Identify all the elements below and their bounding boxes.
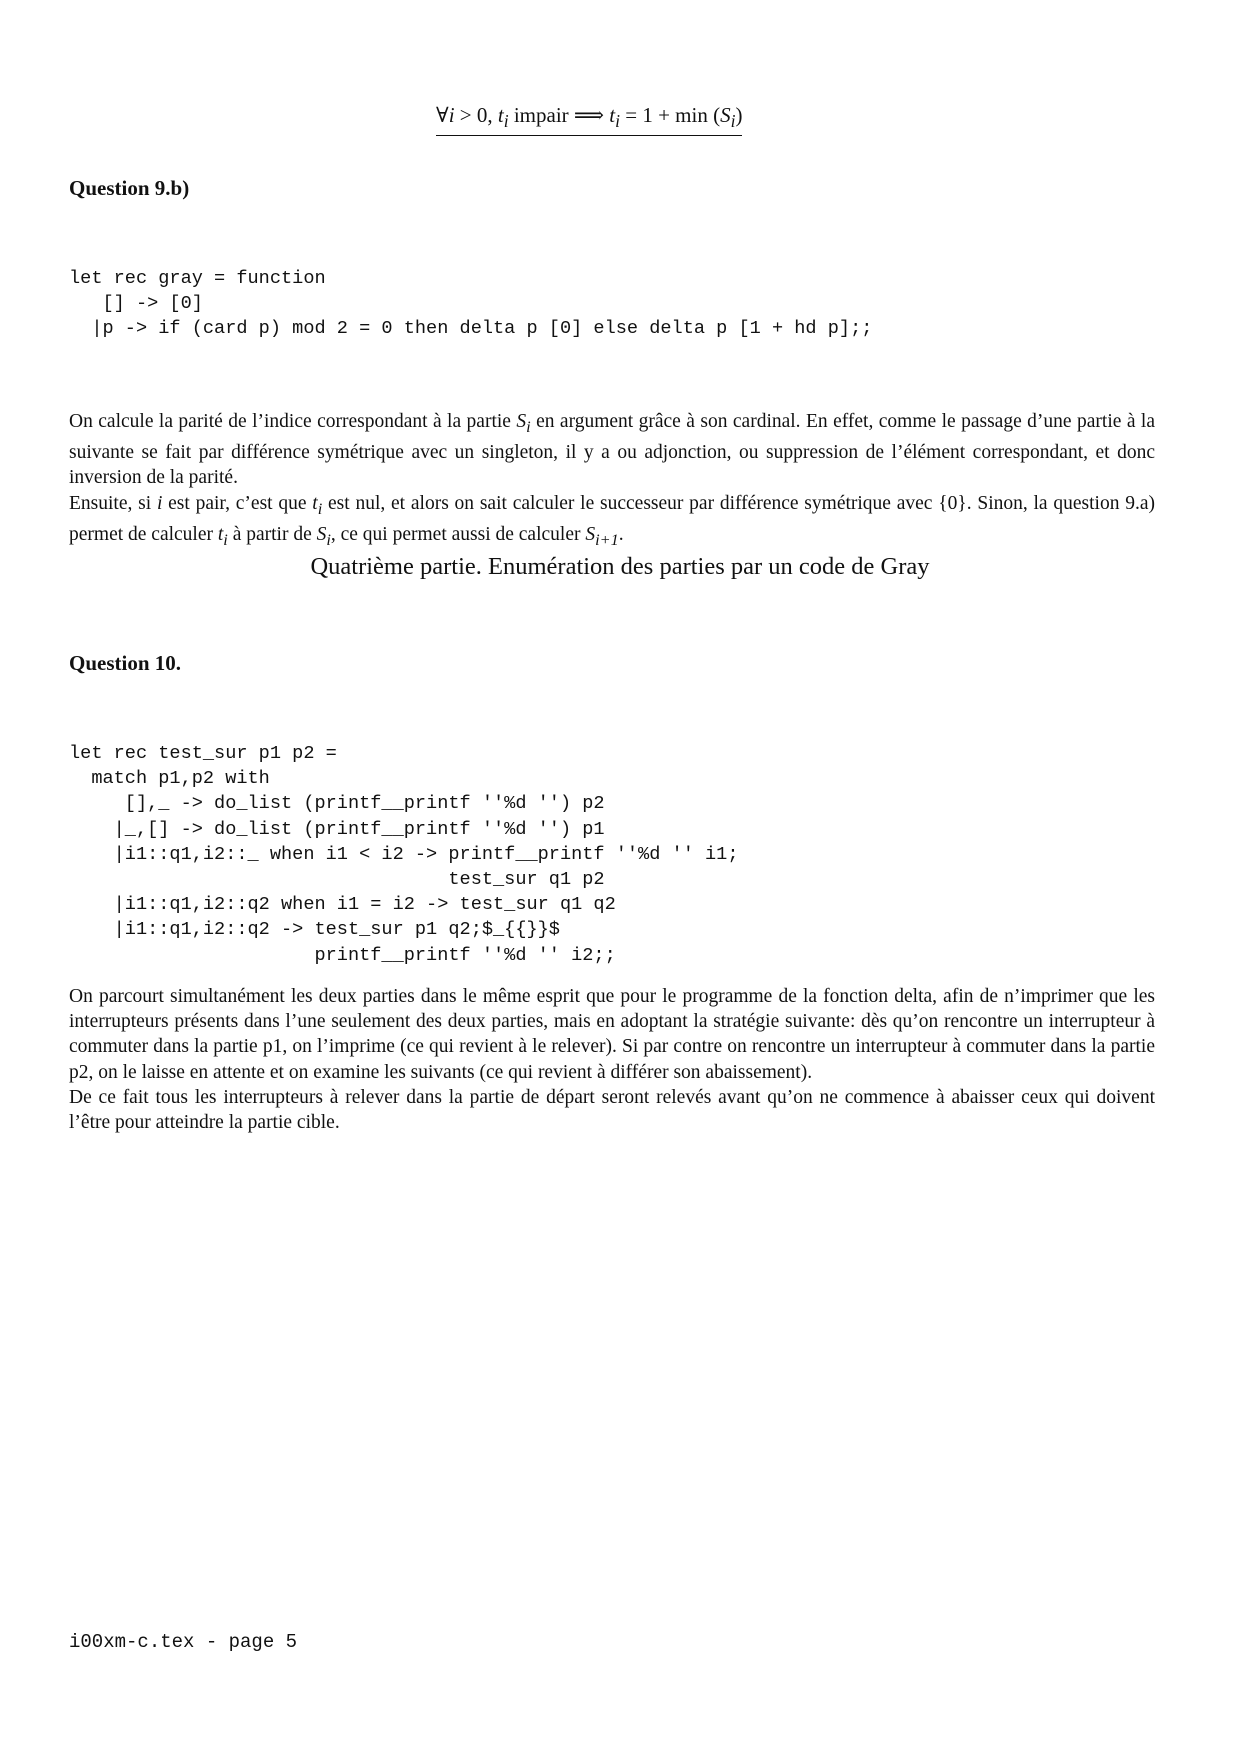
paragraph: On calcule la parité de l’indice correspondant à la partie $S_i$ en argument grâce à son cardinal. En effet, comme le passage d’une partie à la suivante se fait par différence symétrique avec un singleton, il y a ou adjonction, ou suppression de l’élément correspondant, et donc inversion de la parité. xyxy=(69,411,1155,489)
question-9b-explanation xyxy=(69,409,1155,553)
question-10-explanation xyxy=(69,984,1155,1135)
question-10-heading: Question 10. xyxy=(69,651,182,675)
question-9b-heading: Question 9.b) xyxy=(69,176,190,200)
section-title: Quatrième partie. Enumération des parties par un code de Gray xyxy=(310,553,930,580)
paragraph: De ce fait tous les interrupteurs à relever dans la partie de départ seront relevés avant qu’on ne commence à abaisser ceux qui doivent l’être pour atteindre la partie cible. xyxy=(69,1086,1155,1134)
test-sur-code-block: let rec test_sur p1 p2 = match p1,p2 with [],_ -> do_list (printf__printf ''%d '') p2 |_,[] -> do_list (printf__printf ''%d '') p1 |i1::q1,i2::_ when i1 < i2 -> printf__printf ''%d '' i1; test_sur q1 p2 |i1::q1,i2::q2 when i1 = i2 -> test_sur q1 q2 |i1::q1,i2::q2 -> test_sur p1 q2;$_{{}}$ printf__printf ''%d '' i2;; xyxy=(69,743,739,966)
gray-code-block: let rec gray = function [] -> [0] |p -> if (card p) mod 2 = 0 then delta p [0] else delta p [1 + hd p];; xyxy=(69,268,873,340)
paragraph: On parcourt simultanément les deux parties dans le même esprit que pour le programme de la fonction delta, afin de n’imprimer que les interrupteurs présents dans l’une seulement des deux parties, mais en adoptant la stratégie suivante: dès qu’on rencontre un interrupteur à commuter dans la partie p1, on l’imprime (ce qui revient à le relever). Si par contre on rencontre un interrupteur à commuter dans la partie p2, on le laisse en attente et on examine les suivants (ce qui revient à différer son abaissement). xyxy=(69,986,1155,1083)
paragraph: Ensuite, si i est pair, c’est que $t_i$ est nul, et alors on sait calculer le successeur par différence symétrique avec {0}. Sinon, la question 9.a) permet de calculer $t_i$ à partir de $S_i$, ce qui permet aussi de calculer $S_{i+1}$. xyxy=(69,492,1155,549)
page-footer: i00xm-c.tex - page 5 xyxy=(69,1631,298,1653)
formula-line: ∀i > 0, $t_i$ impair ⟹ $t_i = 1 + \min (S_i)$ xyxy=(436,103,742,136)
